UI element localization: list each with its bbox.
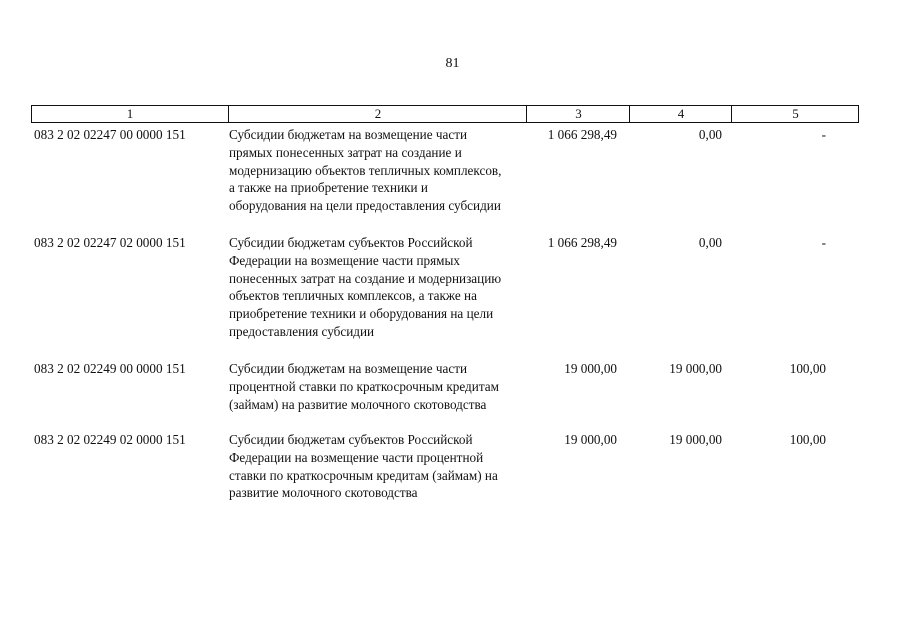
- table-header: [31, 105, 859, 123]
- budget-code: 083 2 02 02249 02 0000 151: [34, 432, 186, 447]
- value-col-5: 100,00: [789, 432, 826, 447]
- row-description: Субсидии бюджетам на возмещение части процентной ставки по краткосрочным кредитам (займам) на развитие молочного скотоводства: [229, 361, 499, 412]
- value-col-4: 19 000,00: [669, 361, 722, 376]
- value-col-3: 1 066 298,49: [547, 127, 617, 142]
- budget-code: 083 2 02 02247 02 0000 151: [34, 235, 186, 250]
- row-description: Субсидии бюджетам на возмещение части прямых понесенных затрат на создание и модернизацию объектов тепличных комплексов, а также на приобретение техники и оборудования на цели предоставления субсидии: [229, 127, 502, 214]
- column-header-5: 5: [731, 106, 859, 122]
- value-col-5: -: [821, 235, 826, 250]
- budget-code: 083 2 02 02247 00 0000 151: [34, 127, 186, 142]
- value-col-4: 0,00: [698, 235, 722, 250]
- value-col-4: 19 000,00: [669, 432, 722, 447]
- column-header-2: 2: [228, 106, 527, 122]
- row-description: Субсидии бюджетам субъектов Российской Федерации на возмещение части процентной ставки по краткосрочным кредитам (займам) на развитие молочного скотоводства: [229, 432, 498, 501]
- row-description: Субсидии бюджетам субъектов Российской Федерации на возмещение части прямых понесенных затрат на создание и модернизацию объектов тепличных комплексов, а также на приобретение техники и оборудования на цели предоставления субсидии: [229, 235, 502, 339]
- budget-code: 083 2 02 02249 00 0000 151: [34, 361, 186, 376]
- value-col-4: 0,00: [698, 127, 722, 142]
- column-header-1: 1: [126, 106, 134, 121]
- column-header-3: 3: [526, 106, 630, 122]
- page-number: 81: [445, 56, 460, 71]
- value-col-5: -: [821, 127, 826, 142]
- value-col-5: 100,00: [789, 361, 826, 376]
- value-col-3: 19 000,00: [564, 432, 617, 447]
- column-header-4: 4: [629, 106, 732, 122]
- value-col-3: 19 000,00: [564, 361, 617, 376]
- value-col-3: 1 066 298,49: [547, 235, 617, 250]
